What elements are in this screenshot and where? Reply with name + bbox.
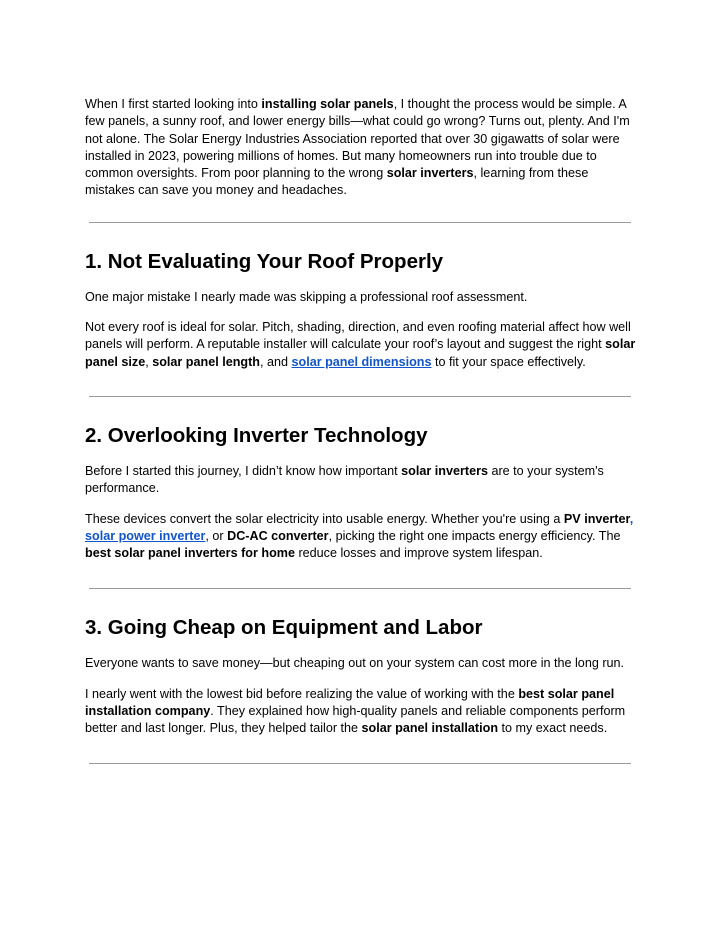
intro-paragraph: When I first started looking into installing solar panels, I thought the process would be simple. A few panels, a sunny roof, and lower energy bills—what could go wrong? Turns out, plenty. And I'm not alone. The Solar Energy Industries Association reported that over 30 gigawatts of solar were installed in 2023, powering millions of homes. But many homeowners run into trouble due to common oversights. From poor planning to the wrong solar inverters, learning from these mistakes can save you money and headaches. — [85, 97, 630, 198]
keyword-best-solar-panel-installation-company: best solar panel installation company — [85, 686, 615, 719]
section-3-paragraph-2: I nearly went with the lowest bid before realizing the value of working with the best solar panel installation company. They explained how high-quality panels and reliable components perform better and last longer. Plus, they helped tailor the solar panel installation to my exact needs. — [85, 686, 626, 736]
link-solar-panel-dimensions[interactable]: solar panel dimensions — [291, 354, 432, 369]
section-2-paragraph-1: Before I started this journey, I didn’t know how important solar inverters are to your system's performance. — [85, 463, 604, 496]
section-divider — [89, 763, 631, 764]
section-2-heading: 2. Overlooking Inverter Technology — [85, 423, 428, 447]
section-divider — [89, 222, 631, 223]
keyword-solar-inverters: solar inverters — [401, 463, 488, 478]
keyword-solar-panel-size: solar panel size — [85, 337, 636, 369]
section-divider — [89, 396, 631, 397]
section-divider — [89, 588, 631, 589]
section-1-heading: 1. Not Evaluating Your Roof Properly — [85, 249, 444, 273]
section-1-paragraph-2: Not every roof is ideal for solar. Pitch, shading, direction, and even roofing material affect how well panels will perform. A reputable installer will calculate your roof’s layout and suggest the right solar panel size, solar panel length, and solar panel dimensions to fit your space effectively. — [85, 320, 636, 369]
keyword-solar-panel-installation: solar panel installation — [361, 721, 499, 736]
keyword-solar-panel-length: solar panel length — [152, 354, 260, 369]
document-body — [85, 96, 638, 764]
link-solar-power-inverter[interactable]: , solar power inverter — [85, 511, 634, 543]
keyword-pv-inverter: PV inverter — [563, 511, 630, 526]
keyword-dc-ac-converter: DC-AC converter — [227, 528, 329, 543]
section-3-heading: 3. Going Cheap on Equipment and Labor — [85, 616, 483, 640]
section-1-paragraph-1: One major mistake I nearly made was skipping a professional roof assessment. — [85, 289, 528, 304]
keyword-solar-inverters: solar inverters — [386, 166, 474, 181]
keyword-installing-solar-panels: installing solar panels — [261, 97, 394, 111]
keyword-best-solar-panel-inverters: best solar panel inverters for home — [85, 546, 295, 561]
section-3-paragraph-1: Everyone wants to save money—but cheaping out on your system can cost more in the long run. — [85, 656, 625, 671]
section-2-paragraph-2: These devices convert the solar electricity into usable energy. Whether you're using a PV inverter, solar power inverter, or DC-AC converter, picking the right one impacts energy efficiency. The best solar panel inverters for home reduce losses and improve system lifespan. — [85, 511, 634, 561]
